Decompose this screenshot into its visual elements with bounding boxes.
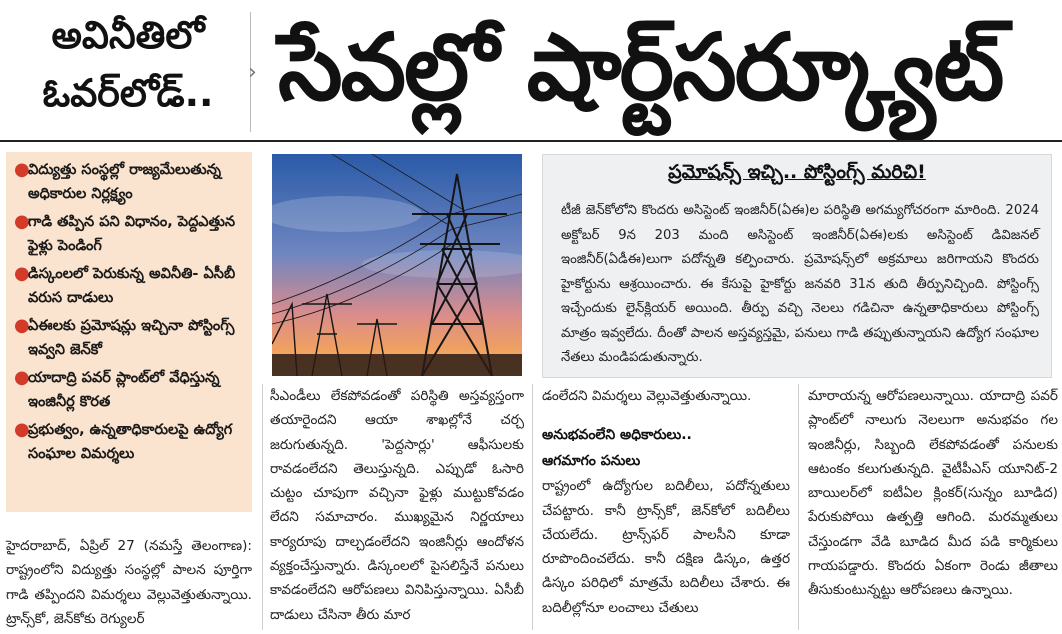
bullet-icon: ●	[14, 263, 30, 284]
highlights-box	[6, 152, 252, 512]
bullet-icon: ●	[14, 211, 30, 232]
column-divider	[798, 384, 799, 630]
transmission-tower-photo	[272, 154, 522, 376]
highlight-item: ● గాడి తప్పిన పని విధానం, పెద్దఎత్తున ఫైళ్లు పెండింగ్	[14, 211, 236, 254]
bullet-icon: ●	[14, 419, 30, 440]
kicker	[8, 6, 248, 136]
headline: సేవల్లో షార్ట్‌సర్క్యూట్	[278, 14, 1003, 121]
bullet-icon: ●	[14, 315, 30, 336]
promotions-sidebar	[542, 154, 1052, 378]
highlight-item: ● ప్రభుత్వం, ఉన్నతాధికారులపై ఉద్యోగ సంఘాల విమర్శలు	[14, 419, 233, 462]
bullet-icon: ●	[14, 367, 30, 388]
kicker-line-2: ఓవర్‌లోడ్..	[42, 71, 214, 115]
highlight-item: ● విద్యుత్తు సంస్థల్లో రాజ్యమేలుతున్న అధికారుల నిర్లక్ష్యం	[14, 159, 222, 202]
highlight-item: ● ఏఈలకు ప్రమోషన్లు ఇచ్చినా పోస్టింగ్స్ ఇవ్వని జెన్‌కో	[14, 315, 235, 358]
promotions-title: ప్రమోషన్స్ ఇచ్చి.. పోస్టింగ్స్ మరిచి!	[668, 161, 926, 183]
article-column-1: హైదరాబాద్, ఏప్రిల్ 27 (నమస్తే తెలంగాణ): రాష్ట్రంలోని విద్యుత్తు సంస్థల్లో పాలన పూర్తిగా గాడి తప్పిందని విమర్శలు వెల్లువెత్తుతున్నాయి. ట్రాన్స్‌కో, జెన్‌కోకు రెగ్యులర్	[6, 538, 252, 627]
article-column-2: సీఎండీలు లేకపోవడంతో పరిస్థితి అస్తవ్యస్తంగా తయారైందని ఆయా శాఖల్లోనే చర్చ జరుగుతున్నది. 'పెద్దసార్లు' ఆఫీసులకు రావడంలేదని తెలుస్తున్నది. ఎప్పుడో ఓసారి చుట్టం చూపుగా వచ్చినా ఫైళ్లు ముట్టుకోవడం లేదని సమాచారం. ముఖ్యమైన నిర్ణయాలు కార్యరూపు దాల్చడంలేదని ఇంజినీర్లు ఆందోళన వ్యక్తంచేస్తున్నారు. డిస్కంలలో పైసలిస్తేనే పనులు కావడంలేదని ఆరోపణలు వినిపిస్తున్నాయి. ఏసీబీ దాడులు చేసినా తీరు మార	[270, 388, 524, 623]
subheading-2: ఆగమాగం పనులు	[542, 453, 641, 470]
column-divider	[262, 384, 263, 630]
subheading-1: అనుభవంలేని అధికారులు..	[542, 427, 692, 444]
column-3-lead: డంలేదని విమర్శలు వెల్లువెత్తుతున్నాయి.	[542, 388, 752, 404]
bullet-icon: ●	[14, 159, 30, 180]
kicker-arrow-icon: ›	[248, 60, 257, 85]
column-divider	[532, 384, 533, 630]
highlight-item: ● యాదాద్రి పవర్ ప్లాంట్‌లో వేధిస్తున్న ఇంజినీర్ల కొరత	[14, 367, 220, 410]
headline-rule	[0, 140, 1062, 142]
article-column-4: మారాయన్న ఆరోపణలున్నాయి. యాదాద్రి పవర్ ప్లాంట్‌లో నాలుగు నెలలుగా అనుభవం గల ఇంజినీర్లు, సిబ్బంది లేకపోవడంతో పనులకు ఆటంకం కలుగుతున్నది. వైటీపీఎస్ యూనిట్-2 బాయిలర్‌లో ఐటీఏల క్లింకర్(సున్నం బూడిద) పేరుకుపోయి ఉత్పత్తి ఆగింది. మరమ్మతులు చేస్తుండగా వేడి బూడిద మీద పడి కార్మికులు గాయపడ్డారు. కొందరు ఏకంగా రెండు జీతాలు తీసుకుంటున్నట్టు ఆరోపణలు ఉన్నాయి.	[808, 388, 1058, 599]
highlight-item: ● డిస్కంలలో పెరుకున్న అవినీతి- ఏసీబీ వరుస దాడులు	[14, 263, 236, 306]
promotions-text: టీజీ జెన్‌కోలోని కొందరు అసిస్టెంట్ ఇంజినీర్(ఏఈ)ల పరిస్థితి అగమ్యగోచరంగా మారింది. 2024 అక్టోబర్ 9న 203 మంది అసిస్టెంట్ ఇంజినీర్(ఏఈ)లకు అసిస్టెంట్ డివిజనల్ ఇంజినీర్(ఏడీఈ)లుగా పదోన్నతి కల్పించారు. ప్రమోషన్స్‌లో అక్రమాలు జరిగాయని కొందరు హైకోర్టును ఆశ్రయించారు. ఈ కేసుపై హైకోర్టు జనవరి 31న తుది తీర్పునిచ్చింది. పోస్టింగ్స్ ఇచ్చేందుకు లైన్‌క్లియర్ అయింది. తీర్పు వచ్చి నెలలు గడిచినా ఉన్నతాధికారులు పోస్టింగ్స్ మాత్రం ఇవ్వలేదు. దీంతో పాలన అస్తవ్యస్తమై, పనులు గాడి తప్పుతున్నాయని ఉద్యోగ సంఘాల నేతలు మండిపడుతున్నారు.	[561, 203, 1039, 365]
column-3-body: రాష్ట్రంలో ఉద్యోగుల బదిలీలు, పదోన్నతులు చేపట్టారు. కానీ ట్రాన్స్‌కో, జెన్‌కోలో బదిలీలు చేయలేదు. ట్రాన్స్‌ఫర్ పాలసీని కూడా రూపొందించలేదు. కానీ దక్షిణ డిస్కం, ఉత్తర డిస్కం పరిధిలో మాత్రమే బదిలీలు చేశారు. ఈ బదిలీల్లోనూ లంచాలు చేతులు	[542, 478, 790, 616]
article-column-3	[542, 384, 790, 620]
kicker-line-1: అవినీతిలో	[51, 13, 205, 57]
